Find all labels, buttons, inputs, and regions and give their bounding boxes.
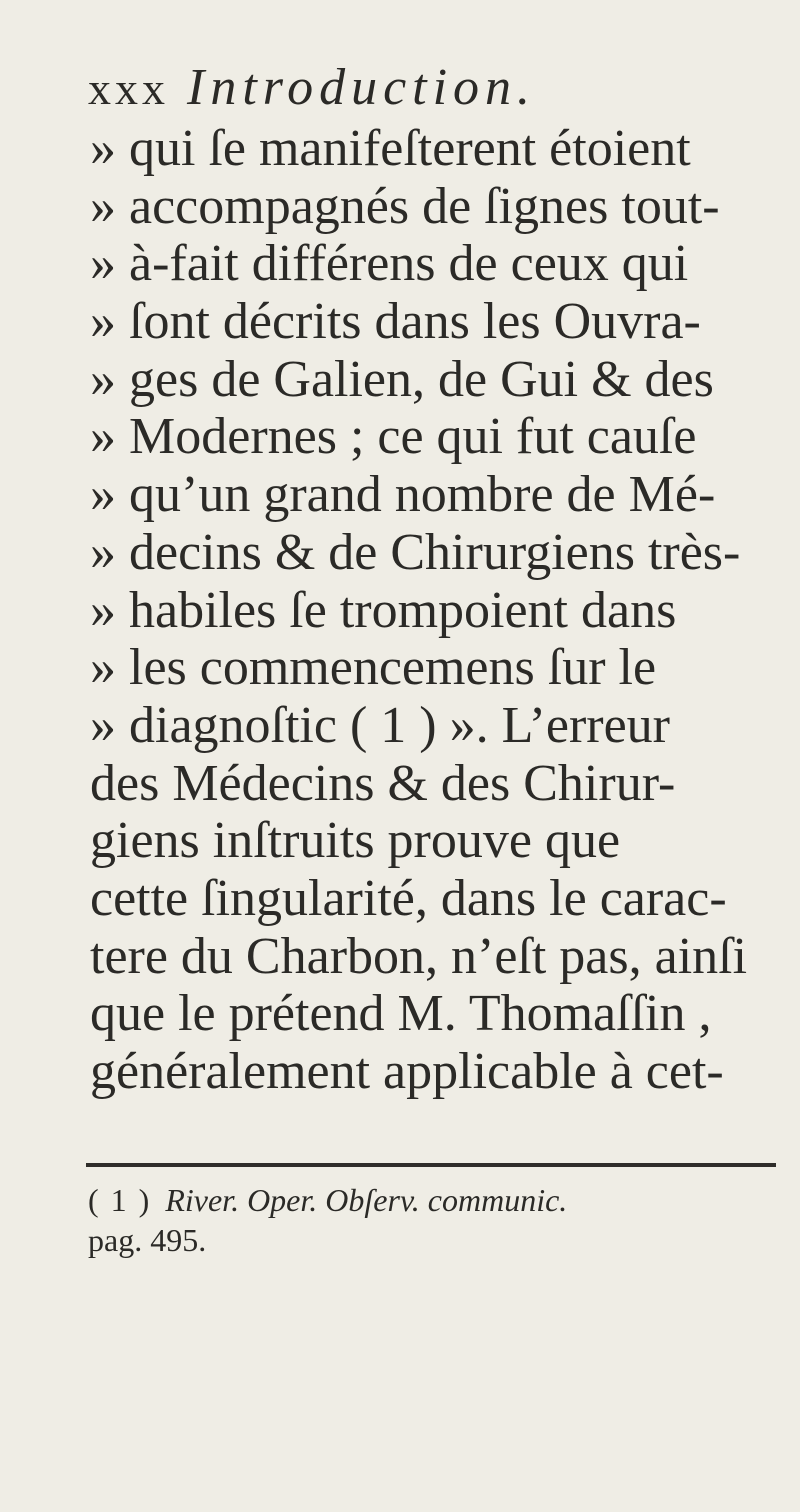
text-line: » les commencemens ſur le (90, 639, 657, 697)
text-line: cette ſingularité, dans le carac- (90, 869, 727, 927)
text-line: généralement applicable à cet- (90, 1043, 724, 1100)
footnote (88, 1180, 788, 1260)
footnote-line-1 (88, 1180, 788, 1220)
text-line: giens inſtruits prouve que (90, 812, 621, 870)
text-line: » diagnoſtic ( 1 ) ». L’erreur (90, 696, 670, 754)
text-line: » accompagnés de ſignes tout- (90, 177, 720, 235)
text-line: » ſont décrits dans les Ouvra- (90, 293, 701, 351)
text-line: » qu’un grand nombre de Mé- (90, 466, 716, 524)
page-number: xxx (88, 63, 169, 114)
footnote-page: pag. 495. (88, 1222, 207, 1258)
text-line: des Médecins & des Chirur- (90, 754, 676, 812)
running-head: Introduction. (187, 59, 537, 116)
footnote-number: ( 1 ) (88, 1182, 152, 1218)
text-line: tere du Charbon, n’eſt pas, ainſi (90, 927, 748, 985)
text-line: » Modernes ; ce qui fut cauſe (90, 408, 697, 466)
text-line: » qui ſe manifeſterent étoient (90, 120, 691, 177)
text-line: » à-fait différens de ceux qui (90, 235, 689, 293)
text-line: » decins & de Chirurgiens très- (90, 523, 741, 581)
text-line: que le prétend M. Thomaſſin , (90, 985, 712, 1043)
footnote-reference: River. Oper. Obſerv. communic. (165, 1182, 568, 1218)
page-header (88, 58, 788, 120)
text-line: » ges de Galien, de Gui & des (90, 350, 714, 408)
footnote-rule (86, 1163, 776, 1167)
text-line: » habiles ſe trompoient dans (90, 581, 677, 639)
body-text (90, 120, 790, 1101)
